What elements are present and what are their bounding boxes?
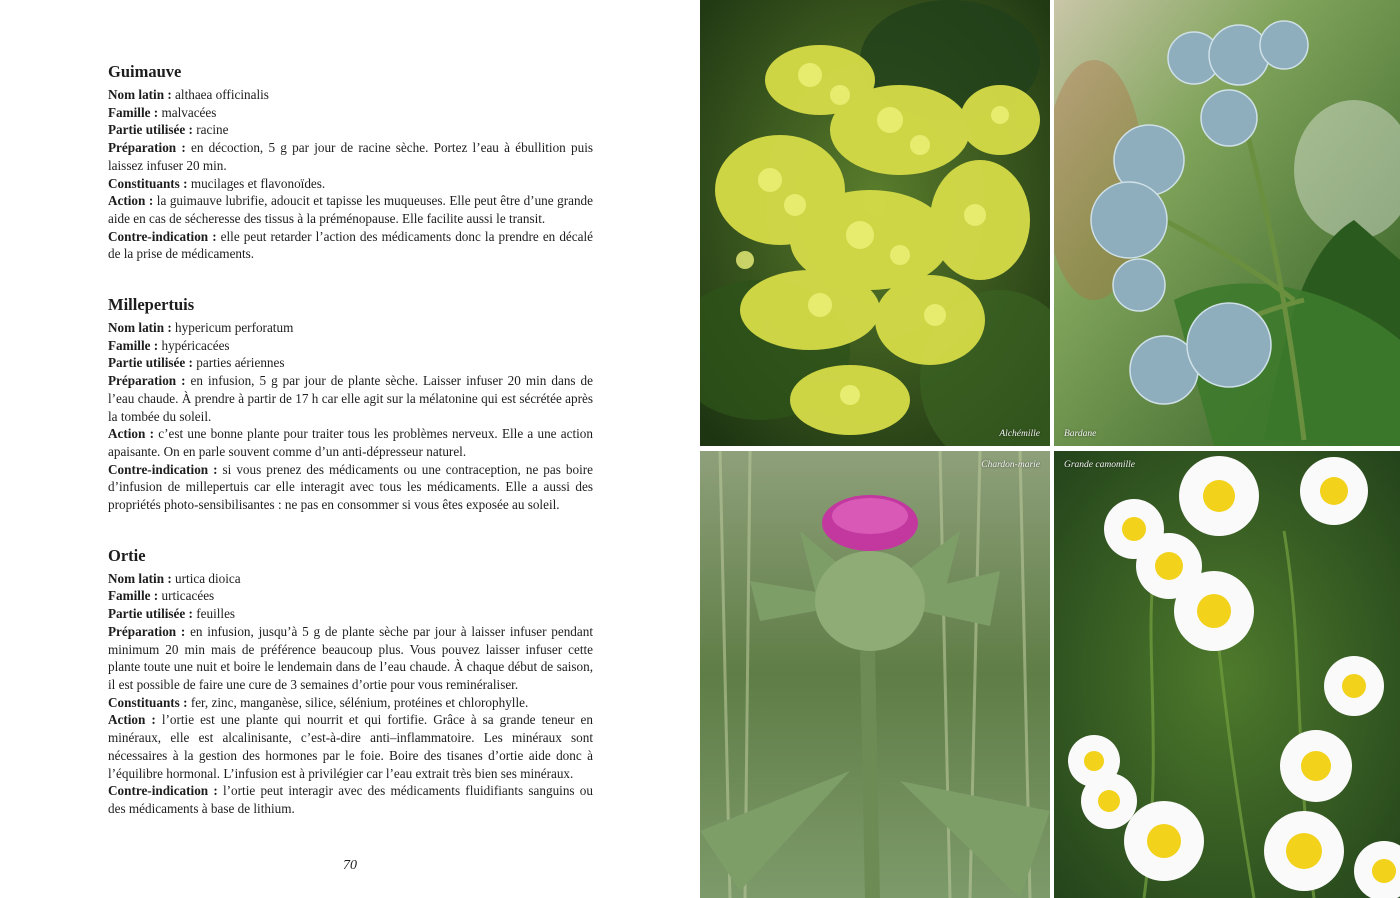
entry-title: Millepertuis xyxy=(108,295,195,315)
photo-caption: Alchémille xyxy=(999,429,1040,439)
entry-field: Constituants : mucilages et flavonoïdes. xyxy=(108,175,326,191)
photo-milk-thistle xyxy=(700,451,1050,898)
entry-field: Contre-indication : l’ortie peut interagir avec des médicaments fluidifiants sanguins ou des médicaments à base de lithium. xyxy=(108,783,593,816)
entry-field: Famille : hypéricacées xyxy=(108,337,230,353)
entry-field: Préparation : en infusion, 5 g par jour de plante sèche. Laisser infuser 20 min dans de l’eau chaude. À prendre à partir de 17 h car elle agit sur la mélatonine qui est sécrétée après la tombée du soleil. xyxy=(108,373,594,424)
plant-entry-millepertuis xyxy=(108,295,593,514)
entry-field: Partie utilisée : parties aériennes xyxy=(108,355,285,371)
entry-field: Préparation : en décoction, 5 g par jour de racine sèche. Portez l’eau à ébullition puis laissez infuser 20 min. xyxy=(108,140,593,173)
photo-page xyxy=(700,0,1400,898)
burdock-photo-icon xyxy=(1054,0,1400,446)
photo-burdock xyxy=(1054,0,1400,446)
entry-field: Action : c’est une bonne plante pour traiter tous les problèmes nerveux. Elle a une action apaisante. On en parle souvent comme d’un anti-dépresseur naturel. xyxy=(108,426,593,459)
entry-field: Famille : urticacées xyxy=(108,588,215,604)
entry-field: Contre-indication : si vous prenez des médicaments ou une contraception, ne pas boire d’infusion de millepertuis car elle interagit avec tous les médicaments. Elle a aussi des propriétés photo-sensibilisantes : ne pas en consommer si vous êtes exposée au soleil. xyxy=(108,461,593,513)
page-number: 70 xyxy=(343,858,357,873)
photo-caption: Grande camomille xyxy=(1064,460,1135,470)
entry-field: Nom latin : althaea officinalis xyxy=(108,87,269,102)
entry-field: Partie utilisée : racine xyxy=(108,122,229,138)
entry-field: Action : l’ortie est une plante qui nourrit et qui fortifie. Grâce à sa grande teneur en minéraux, elle est alcalinisante, c’est-à-dire anti–inflammatoire. Les minéraux sont nécessaires à la gestion des hormones par le foie. Boire des tisanes d’ortie aide donc à l’équilibre hormonal. L’infusion est à privilégier car l’eau extrait très bien ses minéraux. xyxy=(108,712,593,781)
plant-entry-ortie xyxy=(108,546,593,818)
entry-field: Famille : malvacées xyxy=(108,104,217,120)
photo-alchemilla xyxy=(700,0,1050,446)
photo-caption: Bardane xyxy=(1064,429,1097,439)
milk-thistle-photo-icon xyxy=(700,451,1050,898)
entry-title: Ortie xyxy=(108,545,146,565)
feverfew-photo-icon xyxy=(1054,451,1400,898)
entry-field: Partie utilisée : feuilles xyxy=(108,606,236,622)
alchemilla-photo-icon xyxy=(700,0,1050,446)
entry-field: Constituants : fer, zinc, manganèse, silice, sélénium, protéines et chlorophylle. xyxy=(108,694,529,710)
photo-feverfew xyxy=(1054,451,1400,898)
photo-caption: Chardon-marie xyxy=(981,460,1040,470)
entry-field: Action : la guimauve lubrifie, adoucit et tapisse les muqueuses. Elle peut être d’une grande aide en cas de sécheresse des tissus à la préménopause. Elle facilite aussi le transit. xyxy=(108,193,593,226)
entry-field: Nom latin : hypericum perforatum xyxy=(108,320,294,336)
entry-title: Guimauve xyxy=(108,62,182,81)
entry-field: Contre-indication : elle peut retarder l’action des médicaments donc la prendre en décalé de la prise de médicaments. xyxy=(108,228,593,262)
entry-field: Nom latin : urtica dioica xyxy=(108,570,241,586)
plant-entry-guimauve xyxy=(108,62,593,263)
entry-field: Préparation : en infusion, jusqu’à 5 g de plante sèche par jour à laisser infuser pendant minimum 20 min mais de préférence beaucoup plus. Vous pouvez laisser infuser cette plante toute une nuit et boire le lendemain dans de l’eau chaude. À chaque début de saison, il est possible de faire une cure de 3 semaines d’ortie pour vous reminéraliser. xyxy=(108,623,593,692)
plant-entries xyxy=(108,62,593,850)
